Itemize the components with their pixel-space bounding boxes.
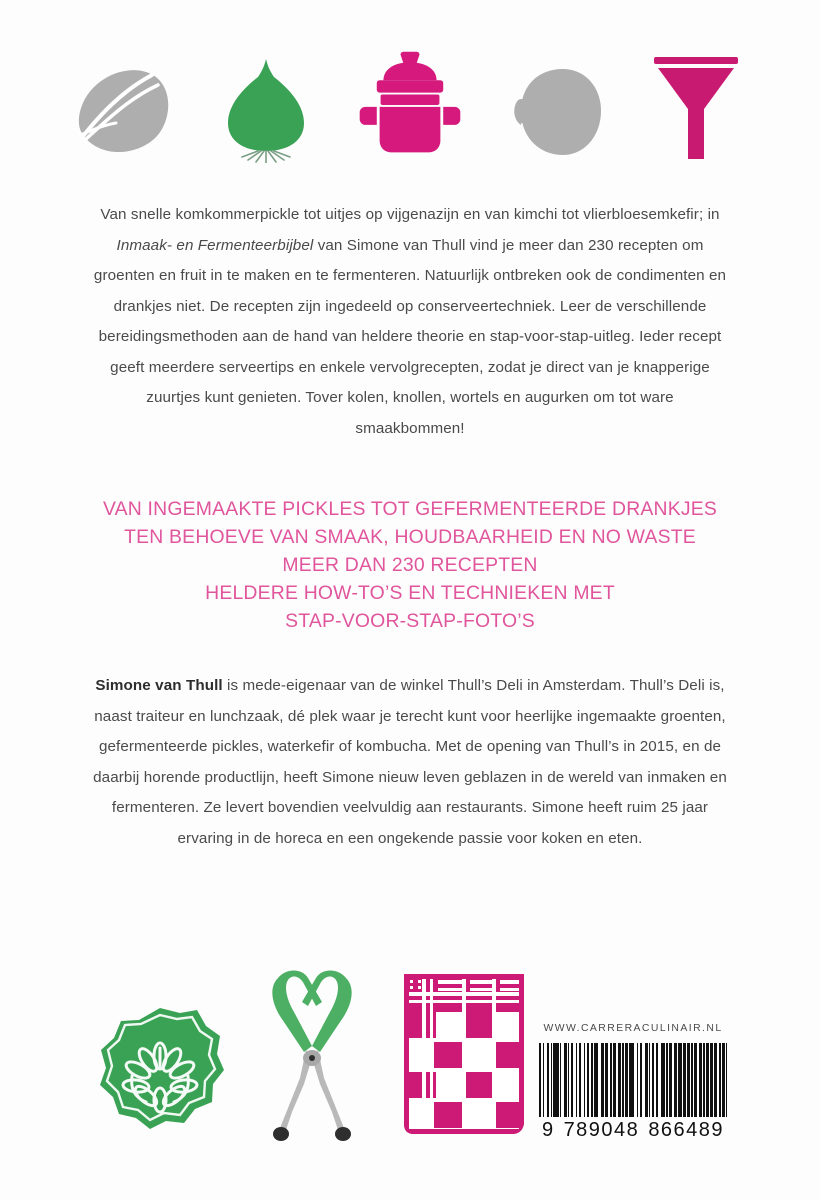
publisher-website-url: WWW.CARRERACULINAIR.NL [543,1023,723,1034]
green-rosette-emblem-icon [92,1002,228,1142]
tagline-line-5: STAP-VOOR-STAP-FOTO’S [285,610,535,633]
bottom-icon-group [92,962,532,1142]
barcode-block [532,1023,734,1142]
top-icon-strip [0,0,820,185]
lemon-icon [500,45,608,163]
cooking-pot-icon [354,45,466,163]
blurb-part-2: van Simone van Thull vind je meer dan 230 recepten om groenten en fruit in te maken en te fermenteren. Natuurlijk ontbreken ook de condimenten en drankjes niet. De recepten zijn ingedeeld op conserveertechniek. Leer de verschillende bereidingsmethoden aan de hand van heldere theorie en stap-voor-stap-uitleg. Ieder recept geeft meerdere serveertips en enkele vervolgrecepten, zodat je direct van je knapperige zuurtjes kunt genieten. Tover kolen, knollen, wortels en augurken om tot ware smaakbommen! [93,236,727,437]
bottom-strip [0,952,820,1142]
tagline-line-1: VAN INGEMAAKTE PICKLES TOT GEFERMENTEERDE DRANKJES [102,498,718,521]
blurb-part-1: Van snelle komkommerpickle tot uitjes op vijgenazijn en van kimchi tot vlierbloesemkefir; in [100,206,720,224]
checkered-cloth-icon [396,966,532,1142]
barcode-digits [542,1119,724,1142]
author-name: Simone van Thull [95,677,223,695]
kitchen-tongs-icon [260,966,364,1142]
book-blurb [0,200,820,444]
barcode-lead-digit: 9 [541,1119,555,1141]
barcode-group-left: 789048 [563,1119,640,1141]
author-bio-text: is mede-eigenaar van de winkel Thull’s Deli in Amsterdam. Thull’s Deli is, naast traiteur en lunchzaak, dé plek waar je terecht kunt voor heerlijke ingemaakte groenten, gefermenteerde pickles, waterkefir of kombucha. Met de opening van Thull’s in 2015, en de daarbij horende productlijn, heeft Simone nieuw leven geblazen in de wereld van inmaken en fermenteren. Ze levert bovendien veelvuldig aan restaurants. Simone heeft ruim 25 jaar ervaring in de horeca en een ongekende passie voor koken en eten. [93,677,727,847]
tagline-line-3: MEER DAN 230 RECEPTEN [282,554,538,577]
tagline-line-4: HELDERE HOW-TO’S EN TECHNIEKEN MET [205,582,615,605]
author-bio [0,671,820,854]
barcode-bars [539,1043,728,1117]
book-title-italic: Inmaak- en Fermenteerbijbel [116,236,314,254]
tagline-line-2: TEN BEHOEVE VAN SMAAK, HOUDBAARHEID EN NO WASTE [124,526,696,549]
cabbage-half-icon [70,45,178,163]
pink-tagline-block [0,495,820,635]
funnel-icon [642,45,750,163]
onion-icon [212,45,320,163]
barcode-group-right: 866489 [648,1119,725,1141]
